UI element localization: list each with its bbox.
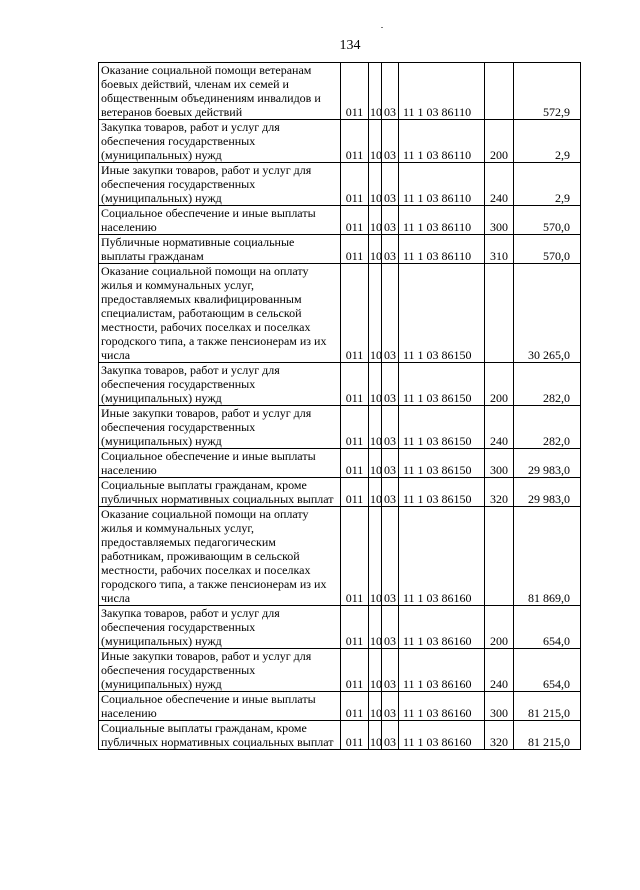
row-description: Оказание социальной помощи на оплату жилья и коммунальных услуг, предоставляемых педагогическим работникам, проживающим в сельской местности, рабочих поселках и поселках городского типа, а также пенсионерам из их числа <box>99 507 341 606</box>
row-description: Иные закупки товаров, работ и услуг для обеспечения государственных (муниципальных) нужд <box>99 406 341 449</box>
subsection-code: 03 <box>382 120 399 163</box>
expense-type-code: 300 <box>485 692 514 721</box>
expense-type-code: 200 <box>485 120 514 163</box>
section-code: 10 <box>369 406 382 449</box>
expense-type-code: 300 <box>485 206 514 235</box>
subsection-code: 03 <box>382 449 399 478</box>
row-description: Оказание социальной помощи ветеранам боевых действий, членам их семей и общественным объединениям инвалидов и ветеранов боевых действий <box>99 63 341 120</box>
ministry-code: 011 <box>341 120 369 163</box>
target-article-code: 11 1 03 86150 <box>399 363 485 406</box>
section-code: 10 <box>369 163 382 206</box>
subsection-code: 03 <box>382 206 399 235</box>
subsection-code: 03 <box>382 606 399 649</box>
expense-type-code: 320 <box>485 721 514 750</box>
ministry-code: 011 <box>341 235 369 264</box>
target-article-code: 11 1 03 86160 <box>399 606 485 649</box>
amount-value: 81 215,0 <box>514 721 581 750</box>
table-row <box>99 692 581 721</box>
amount-value: 29 983,0 <box>514 449 581 478</box>
row-description: Иные закупки товаров, работ и услуг для обеспечения государственных (муниципальных) нужд <box>99 163 341 206</box>
section-code: 10 <box>369 692 382 721</box>
subsection-code: 03 <box>382 721 399 750</box>
ministry-code: 011 <box>341 507 369 606</box>
row-description: Закупка товаров, работ и услуг для обеспечения государственных (муниципальных) нужд <box>99 120 341 163</box>
amount-value: 2,9 <box>514 163 581 206</box>
target-article-code: 11 1 03 86150 <box>399 449 485 478</box>
ministry-code: 011 <box>341 63 369 120</box>
table-row <box>99 721 581 750</box>
expense-type-code <box>485 63 514 120</box>
row-description: Оказание социальной помощи на оплату жилья и коммунальных услуг, предоставляемых квалифицированным специалистам, работающим в сельской местности, рабочих поселках и поселках городского типа, а также пенсионерам из их числа <box>99 264 341 363</box>
amount-value: 2,9 <box>514 120 581 163</box>
section-code: 10 <box>369 478 382 507</box>
section-code: 10 <box>369 606 382 649</box>
section-code: 10 <box>369 721 382 750</box>
subsection-code: 03 <box>382 363 399 406</box>
expense-type-code <box>485 507 514 606</box>
target-article-code: 11 1 03 86160 <box>399 507 485 606</box>
subsection-code: 03 <box>382 163 399 206</box>
ministry-code: 011 <box>341 449 369 478</box>
row-description: Закупка товаров, работ и услуг для обеспечения государственных (муниципальных) нужд <box>99 363 341 406</box>
row-description: Социальное обеспечение и иные выплаты населению <box>99 206 341 235</box>
subsection-code: 03 <box>382 235 399 264</box>
section-code: 10 <box>369 649 382 692</box>
target-article-code: 11 1 03 86150 <box>399 264 485 363</box>
expense-type-code: 320 <box>485 478 514 507</box>
ministry-code: 011 <box>341 478 369 507</box>
amount-value: 81 215,0 <box>514 692 581 721</box>
subsection-code: 03 <box>382 649 399 692</box>
ministry-code: 011 <box>341 649 369 692</box>
table-row <box>99 120 581 163</box>
amount-value: 654,0 <box>514 606 581 649</box>
target-article-code: 11 1 03 86110 <box>399 235 485 264</box>
ministry-code: 011 <box>341 721 369 750</box>
subsection-code: 03 <box>382 692 399 721</box>
table-row <box>99 363 581 406</box>
ministry-code: 011 <box>341 363 369 406</box>
amount-value: 570,0 <box>514 206 581 235</box>
subsection-code: 03 <box>382 507 399 606</box>
table-row <box>99 478 581 507</box>
expense-type-code: 200 <box>485 363 514 406</box>
budget-table-body <box>99 63 581 750</box>
amount-value: 282,0 <box>514 363 581 406</box>
target-article-code: 11 1 03 86110 <box>399 63 485 120</box>
table-row <box>99 507 581 606</box>
subsection-code: 03 <box>382 264 399 363</box>
section-code: 10 <box>369 449 382 478</box>
ministry-code: 011 <box>341 406 369 449</box>
table-row <box>99 63 581 120</box>
expense-type-code: 240 <box>485 163 514 206</box>
section-code: 10 <box>369 363 382 406</box>
row-description: Публичные нормативные социальные выплаты гражданам <box>99 235 341 264</box>
table-row <box>99 606 581 649</box>
expense-type-code <box>485 264 514 363</box>
scan-speck <box>381 27 383 28</box>
table-row <box>99 264 581 363</box>
target-article-code: 11 1 03 86160 <box>399 721 485 750</box>
section-code: 10 <box>369 206 382 235</box>
expense-type-code: 310 <box>485 235 514 264</box>
row-description: Социальные выплаты гражданам, кроме публичных нормативных социальных выплат <box>99 721 341 750</box>
subsection-code: 03 <box>382 63 399 120</box>
amount-value: 572,9 <box>514 63 581 120</box>
amount-value: 29 983,0 <box>514 478 581 507</box>
amount-value: 30 265,0 <box>514 264 581 363</box>
ministry-code: 011 <box>341 264 369 363</box>
subsection-code: 03 <box>382 478 399 507</box>
page-number: 134 <box>339 38 361 53</box>
target-article-code: 11 1 03 86150 <box>399 478 485 507</box>
target-article-code: 11 1 03 86150 <box>399 406 485 449</box>
table-row <box>99 206 581 235</box>
expense-type-code: 300 <box>485 449 514 478</box>
expense-type-code: 200 <box>485 606 514 649</box>
ministry-code: 011 <box>341 206 369 235</box>
ministry-code: 011 <box>341 692 369 721</box>
amount-value: 654,0 <box>514 649 581 692</box>
amount-value: 570,0 <box>514 235 581 264</box>
ministry-code: 011 <box>341 163 369 206</box>
ministry-code: 011 <box>341 606 369 649</box>
expense-type-code: 240 <box>485 406 514 449</box>
section-code: 10 <box>369 120 382 163</box>
section-code: 10 <box>369 507 382 606</box>
table-row <box>99 649 581 692</box>
target-article-code: 11 1 03 86110 <box>399 206 485 235</box>
expense-type-code: 240 <box>485 649 514 692</box>
row-description: Социальное обеспечение и иные выплаты населению <box>99 449 341 478</box>
target-article-code: 11 1 03 86160 <box>399 692 485 721</box>
row-description: Социальные выплаты гражданам, кроме публичных нормативных социальных выплат <box>99 478 341 507</box>
budget-table <box>98 62 581 750</box>
amount-value: 282,0 <box>514 406 581 449</box>
row-description: Социальное обеспечение и иные выплаты населению <box>99 692 341 721</box>
subsection-code: 03 <box>382 406 399 449</box>
row-description: Иные закупки товаров, работ и услуг для обеспечения государственных (муниципальных) нужд <box>99 649 341 692</box>
section-code: 10 <box>369 264 382 363</box>
table-row <box>99 163 581 206</box>
amount-value: 81 869,0 <box>514 507 581 606</box>
target-article-code: 11 1 03 86110 <box>399 120 485 163</box>
table-row <box>99 235 581 264</box>
table-row <box>99 406 581 449</box>
target-article-code: 11 1 03 86110 <box>399 163 485 206</box>
table-row <box>99 449 581 478</box>
row-description: Закупка товаров, работ и услуг для обеспечения государственных (муниципальных) нужд <box>99 606 341 649</box>
section-code: 10 <box>369 63 382 120</box>
target-article-code: 11 1 03 86160 <box>399 649 485 692</box>
section-code: 10 <box>369 235 382 264</box>
